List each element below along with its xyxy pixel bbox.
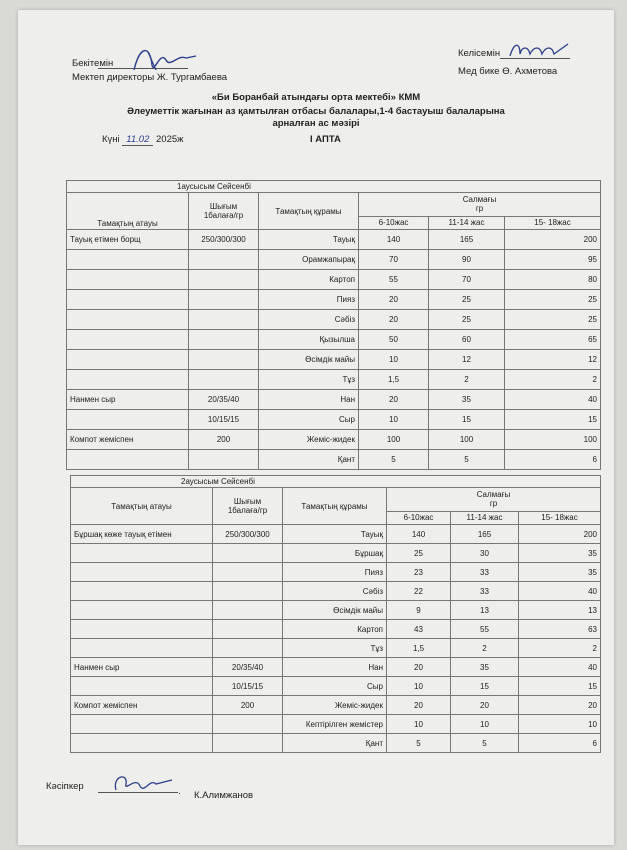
weight-6-10-cell: 20 — [359, 390, 429, 410]
weight-11-14-cell: 55 — [451, 620, 519, 639]
table-row — [67, 270, 601, 290]
weight-6-10-cell: 5 — [387, 734, 451, 753]
dish-cell — [67, 450, 189, 470]
dish-cell — [71, 639, 213, 658]
weight-11-14-cell: 12 — [429, 350, 505, 370]
weight-15-18-cell: 6 — [505, 450, 601, 470]
date-line — [102, 134, 184, 145]
dish-cell — [71, 620, 213, 639]
col-yield-header: Шығым 1балаға/гр — [213, 488, 283, 525]
dish-cell — [67, 410, 189, 430]
table-row — [67, 310, 601, 330]
weight-11-14-cell: 33 — [451, 582, 519, 601]
weight-6-10-cell: 43 — [387, 620, 451, 639]
ingredient-cell: Картоп — [259, 270, 359, 290]
dish-cell — [71, 734, 213, 753]
dish-cell — [67, 290, 189, 310]
weight-6-10-cell: 5 — [359, 450, 429, 470]
weight-15-18-cell: 200 — [519, 525, 601, 544]
weight-6-10-cell: 140 — [387, 525, 451, 544]
dish-cell: Компот жемiспен — [71, 696, 213, 715]
cook-label: Кәсіпкер — [46, 781, 84, 792]
document-page — [18, 10, 614, 845]
weight-15-18-cell: 2 — [505, 370, 601, 390]
weight-15-18-cell: 12 — [505, 350, 601, 370]
table-day-row — [71, 476, 601, 488]
yield-cell — [189, 350, 259, 370]
dish-cell — [67, 330, 189, 350]
menu-table-shift1 — [66, 180, 601, 470]
yield-cell: 200 — [189, 430, 259, 450]
table-row — [67, 450, 601, 470]
table-row — [71, 639, 601, 658]
yield-cell: 10/15/15 — [189, 410, 259, 430]
weight-6-10-cell: 1,5 — [359, 370, 429, 390]
ingredient-cell: Жеміс-жидек — [259, 430, 359, 450]
yield-cell — [189, 310, 259, 330]
ingredient-cell: Жеміс-жидек — [283, 696, 387, 715]
approve-label: Бекітемін — [72, 58, 114, 69]
weight-15-18-cell: 15 — [505, 410, 601, 430]
weight-11-14-cell: 2 — [429, 370, 505, 390]
table-row — [67, 290, 601, 310]
ingredient-cell: Қызылша — [259, 330, 359, 350]
yield-cell: 20/35/40 — [213, 658, 283, 677]
weight-11-14-cell: 13 — [451, 601, 519, 620]
ingredient-cell: Өсімдік майы — [259, 350, 359, 370]
ingredient-cell: Қант — [259, 450, 359, 470]
ingredient-cell: Тауық — [259, 230, 359, 250]
ingredient-cell: Қант — [283, 734, 387, 753]
weight-15-18-cell: 15 — [519, 677, 601, 696]
weight-11-14-cell: 165 — [429, 230, 505, 250]
yield-cell: 250/300/300 — [189, 230, 259, 250]
ingredient-cell: Кептірілген жемістер — [283, 715, 387, 734]
agree-label: Келісемін — [458, 48, 501, 59]
age-6-10: 6-10жас — [387, 511, 451, 524]
weight-11-14-cell: 90 — [429, 250, 505, 270]
age-15-18: 15- 18жас — [519, 511, 601, 524]
weight-15-18-cell: 80 — [505, 270, 601, 290]
dish-cell — [67, 270, 189, 290]
weight-6-10-cell: 55 — [359, 270, 429, 290]
weight-6-10-cell: 10 — [387, 677, 451, 696]
dish-cell: Компот жемiспен — [67, 430, 189, 450]
ingredient-cell: Пияз — [283, 563, 387, 582]
weight-15-18-cell: 40 — [519, 582, 601, 601]
weight-15-18-cell: 2 — [519, 639, 601, 658]
week-label: І АПТА — [310, 134, 341, 145]
weight-15-18-cell: 35 — [519, 563, 601, 582]
date-prefix: Күні — [102, 134, 120, 145]
weight-6-10-cell: 20 — [359, 310, 429, 330]
col-yield-header: Шығым 1балаға/гр — [189, 193, 259, 230]
table-row — [67, 410, 601, 430]
ingredient-cell: Картоп — [283, 620, 387, 639]
table-row — [67, 350, 601, 370]
dish-cell: Бұршақ көже тауық етімен — [71, 525, 213, 544]
weight-11-14-cell: 10 — [451, 715, 519, 734]
weight-6-10-cell: 10 — [359, 350, 429, 370]
dish-cell — [71, 715, 213, 734]
weight-11-14-cell: 5 — [451, 734, 519, 753]
table-row — [71, 658, 601, 677]
weight-6-10-cell: 70 — [359, 250, 429, 270]
ingredient-cell: Пияз — [259, 290, 359, 310]
yield-cell — [213, 544, 283, 563]
weight-6-10-cell: 22 — [387, 582, 451, 601]
weight-15-18-cell: 200 — [505, 230, 601, 250]
table-row — [71, 563, 601, 582]
yield-cell — [189, 270, 259, 290]
dish-cell — [71, 563, 213, 582]
table-row — [71, 677, 601, 696]
nurse-signature — [506, 40, 576, 62]
age-11-14: 11-14 жас — [451, 511, 519, 524]
table-row — [67, 370, 601, 390]
yield-cell: 250/300/300 — [213, 525, 283, 544]
yield-cell — [213, 601, 283, 620]
table-row — [67, 430, 601, 450]
cook-dot: · — [178, 788, 182, 799]
weight-11-14-cell: 15 — [429, 410, 505, 430]
weight-11-14-cell: 25 — [429, 310, 505, 330]
weight-15-18-cell: 13 — [519, 601, 601, 620]
age-6-10: 6-10жас — [359, 216, 429, 229]
yield-cell — [189, 370, 259, 390]
table-header-row — [67, 193, 601, 217]
weight-6-10-cell: 20 — [387, 696, 451, 715]
col-ingredients-header: Тамақтың құрамы — [283, 488, 387, 525]
dish-cell — [71, 544, 213, 563]
col-dish-header: Тамақтың атауы — [71, 488, 213, 525]
table-row — [71, 734, 601, 753]
col-weight-header: Салмағы гр — [359, 193, 601, 217]
weight-11-14-cell: 33 — [451, 563, 519, 582]
weight-11-14-cell: 35 — [451, 658, 519, 677]
yield-cell — [189, 450, 259, 470]
ingredient-cell: Бұршақ — [283, 544, 387, 563]
dish-cell — [71, 601, 213, 620]
cook-name: К.Алимжанов — [194, 790, 254, 801]
table-row — [67, 230, 601, 250]
table-row — [67, 250, 601, 270]
weight-6-10-cell: 140 — [359, 230, 429, 250]
weight-6-10-cell: 23 — [387, 563, 451, 582]
dish-cell — [71, 677, 213, 696]
weight-15-18-cell: 25 — [505, 310, 601, 330]
table-row — [71, 696, 601, 715]
weight-6-10-cell: 20 — [387, 658, 451, 677]
weight-11-14-cell: 20 — [451, 696, 519, 715]
yield-cell — [213, 563, 283, 582]
director-name: Мектеп директоры Ж. Тургамбаева — [72, 72, 228, 83]
table-row — [71, 544, 601, 563]
dish-cell — [67, 370, 189, 390]
dish-cell — [67, 310, 189, 330]
day-title: 1аусысым Сейсенбі — [67, 181, 601, 193]
table-row — [67, 390, 601, 410]
weight-11-14-cell: 35 — [429, 390, 505, 410]
ingredient-cell: Нан — [283, 658, 387, 677]
table-row — [71, 715, 601, 734]
yield-cell — [213, 639, 283, 658]
weight-15-18-cell: 6 — [519, 734, 601, 753]
ingredient-cell: Өсімдік майы — [283, 601, 387, 620]
weight-11-14-cell: 2 — [451, 639, 519, 658]
age-11-14: 11-14 жас — [429, 216, 505, 229]
nurse-name: Мед бике Ө. Ахметова — [458, 66, 558, 77]
ingredient-cell: Сәбіз — [259, 310, 359, 330]
menu-title-line2: арналған ас мәзірі — [272, 118, 360, 129]
weight-11-14-cell: 25 — [429, 290, 505, 310]
yield-cell — [189, 330, 259, 350]
yield-cell — [189, 250, 259, 270]
yield-cell — [213, 715, 283, 734]
table-day-row — [67, 181, 601, 193]
weight-6-10-cell: 10 — [359, 410, 429, 430]
weight-15-18-cell: 100 — [505, 430, 601, 450]
dish-cell — [71, 582, 213, 601]
ingredient-cell: Тұз — [283, 639, 387, 658]
table-row — [71, 525, 601, 544]
weight-15-18-cell: 95 — [505, 250, 601, 270]
yield-cell — [213, 734, 283, 753]
weight-15-18-cell: 40 — [505, 390, 601, 410]
col-weight-header: Салмағы гр — [387, 488, 601, 512]
weight-6-10-cell: 25 — [387, 544, 451, 563]
date-suffix: 2025ж — [156, 134, 184, 145]
weight-11-14-cell: 15 — [451, 677, 519, 696]
weight-6-10-cell: 10 — [387, 715, 451, 734]
weight-11-14-cell: 70 — [429, 270, 505, 290]
weight-15-18-cell: 10 — [519, 715, 601, 734]
weight-6-10-cell: 20 — [359, 290, 429, 310]
dish-cell: Тауық етімен борщ — [67, 230, 189, 250]
day-title: 2аусысым Сейсенбі — [71, 476, 601, 488]
weight-15-18-cell: 65 — [505, 330, 601, 350]
weight-11-14-cell: 60 — [429, 330, 505, 350]
table-row — [67, 330, 601, 350]
yield-cell — [213, 620, 283, 639]
table-row — [71, 620, 601, 639]
cook-signature — [110, 770, 180, 798]
ingredient-cell: Орамжапырақ — [259, 250, 359, 270]
dish-cell: Нанмен сыр — [67, 390, 189, 410]
table-row — [71, 582, 601, 601]
ingredient-cell: Тұз — [259, 370, 359, 390]
ingredient-cell: Сыр — [259, 410, 359, 430]
age-15-18: 15- 18жас — [505, 216, 601, 229]
weight-11-14-cell: 30 — [451, 544, 519, 563]
table-row — [71, 601, 601, 620]
yield-cell — [213, 582, 283, 601]
col-dish-header: Тамақтың атауы — [67, 193, 189, 230]
ingredient-cell: Сыр — [283, 677, 387, 696]
weight-6-10-cell: 50 — [359, 330, 429, 350]
table-header-row — [71, 488, 601, 512]
ingredient-cell: Тауық — [283, 525, 387, 544]
weight-15-18-cell: 20 — [519, 696, 601, 715]
ingredient-cell: Нан — [259, 390, 359, 410]
yield-cell — [189, 290, 259, 310]
weight-15-18-cell: 25 — [505, 290, 601, 310]
weight-11-14-cell: 5 — [429, 450, 505, 470]
menu-table-shift2 — [70, 475, 601, 753]
yield-cell: 10/15/15 — [213, 677, 283, 696]
col-ingredients-header: Тамақтың құрамы — [259, 193, 359, 230]
dish-cell — [67, 250, 189, 270]
weight-6-10-cell: 1,5 — [387, 639, 451, 658]
dish-cell: Нанмен сыр — [71, 658, 213, 677]
menu-title-line1: Әлеуметтік жағынан аз қамтылған отбасы балалары,1-4 бастауыш балаларына — [127, 106, 505, 117]
school-name: «Би Боранбай атындағы орта мектебі» КММ — [211, 92, 421, 103]
yield-cell: 200 — [213, 696, 283, 715]
weight-15-18-cell: 63 — [519, 620, 601, 639]
weight-11-14-cell: 165 — [451, 525, 519, 544]
weight-15-18-cell: 35 — [519, 544, 601, 563]
weight-11-14-cell: 100 — [429, 430, 505, 450]
dish-cell — [67, 350, 189, 370]
weight-6-10-cell: 9 — [387, 601, 451, 620]
weight-6-10-cell: 100 — [359, 430, 429, 450]
yield-cell: 20/35/40 — [189, 390, 259, 410]
weight-15-18-cell: 40 — [519, 658, 601, 677]
date-value: 11.02 — [122, 134, 153, 146]
ingredient-cell: Сәбіз — [283, 582, 387, 601]
